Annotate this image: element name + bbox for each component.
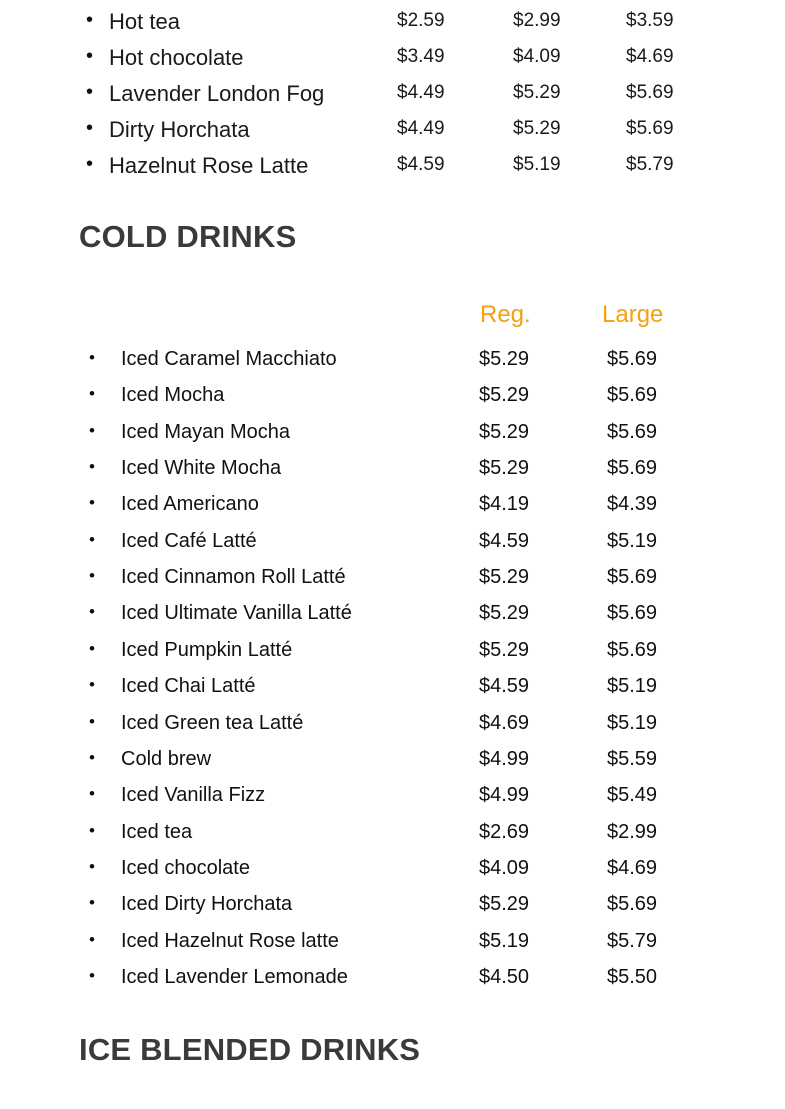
- price-large: $5.19: [607, 675, 658, 697]
- price-regular: $4.59: [479, 675, 530, 697]
- menu-item-row: [0, 348, 785, 384]
- price-large: $5.50: [607, 966, 658, 988]
- price-large: $4.69: [626, 46, 674, 67]
- item-name: Iced Ultimate Vanilla Latté: [121, 602, 352, 624]
- price-large: $5.69: [626, 82, 674, 103]
- menu-item-row: [0, 748, 785, 784]
- menu-item-row: [0, 493, 785, 529]
- bullet: •: [89, 893, 95, 912]
- item-name: Iced Caramel Macchiato: [121, 348, 337, 370]
- menu-item-row: [0, 857, 785, 893]
- price-small: $3.49: [397, 46, 445, 67]
- price-large: $5.49: [607, 784, 658, 806]
- menu-item-row: [0, 530, 785, 566]
- menu-item-row: [0, 77, 785, 113]
- menu-item-row: [0, 639, 785, 675]
- ice-blended-drinks-heading: ICE BLENDED DRINKS: [79, 1032, 421, 1067]
- price-large: $5.19: [607, 712, 658, 734]
- price-regular: $4.99: [479, 784, 530, 806]
- price-large: $5.59: [607, 748, 658, 770]
- bullet: •: [89, 566, 95, 585]
- bullet: •: [89, 348, 95, 367]
- price-large: $4.39: [607, 493, 658, 515]
- cold-drinks-heading: COLD DRINKS: [79, 219, 297, 254]
- price-small: $2.59: [397, 10, 445, 31]
- menu-item-row: [0, 5, 785, 41]
- item-name: Iced Mocha: [121, 384, 225, 406]
- menu-item-row: [0, 712, 785, 748]
- price-regular: $4.59: [479, 530, 530, 552]
- price-large: $5.69: [607, 602, 658, 624]
- menu-item-row: [0, 930, 785, 966]
- item-name: Iced Cinnamon Roll Latté: [121, 566, 346, 588]
- bullet: •: [86, 153, 94, 175]
- item-name: Iced Hazelnut Rose latte: [121, 930, 339, 952]
- price-medium: $5.29: [513, 82, 561, 103]
- bullet: •: [89, 421, 95, 440]
- price-large: $5.69: [607, 348, 658, 370]
- bullet: •: [89, 930, 95, 949]
- price-large: $5.69: [607, 384, 658, 406]
- bullet: •: [89, 675, 95, 694]
- bullet: •: [89, 857, 95, 876]
- price-regular: $5.19: [479, 930, 530, 952]
- price-large: $5.69: [626, 118, 674, 139]
- price-regular: $4.19: [479, 493, 530, 515]
- item-name: Iced Americano: [121, 493, 259, 515]
- menu-item-row: [0, 41, 785, 77]
- price-regular: $5.29: [479, 457, 530, 479]
- item-name: Iced Green tea Latté: [121, 712, 304, 734]
- bullet: •: [89, 384, 95, 403]
- item-name: Iced Chai Latté: [121, 675, 256, 697]
- menu-item-row: [0, 602, 785, 638]
- bullet: •: [89, 821, 95, 840]
- price-regular: $5.29: [479, 893, 530, 915]
- price-small: $4.49: [397, 118, 445, 139]
- menu-item-row: [0, 893, 785, 929]
- item-name: Iced White Mocha: [121, 457, 282, 479]
- menu-item-row: [0, 784, 785, 820]
- column-header-large: Large: [602, 301, 664, 328]
- price-medium: $2.99: [513, 10, 561, 31]
- price-large: $3.59: [626, 10, 674, 31]
- menu-item-row: [0, 384, 785, 420]
- item-name: Lavender London Fog: [109, 81, 325, 106]
- menu-item-row: [0, 113, 785, 149]
- item-name: Hot tea: [109, 9, 180, 34]
- item-name: Cold brew: [121, 748, 212, 770]
- menu-item-row: [0, 149, 785, 185]
- menu-item-row: [0, 821, 785, 857]
- bullet: •: [89, 784, 95, 803]
- item-name: Hazelnut Rose Latte: [109, 153, 309, 178]
- bullet: •: [89, 493, 95, 512]
- menu-item-row: [0, 421, 785, 457]
- bullet: •: [89, 966, 95, 985]
- price-medium: $5.29: [513, 118, 561, 139]
- item-name: Dirty Horchata: [109, 117, 250, 142]
- price-large: $4.69: [607, 857, 658, 879]
- bullet: •: [89, 530, 95, 549]
- bullet: •: [89, 602, 95, 621]
- price-medium: $5.19: [513, 154, 561, 175]
- price-regular: $5.29: [479, 348, 530, 370]
- menu-item-row: [0, 457, 785, 493]
- price-regular: $5.29: [479, 639, 530, 661]
- price-large: $5.19: [607, 530, 658, 552]
- price-large: $5.69: [607, 421, 658, 443]
- column-header-regular: Reg.: [480, 301, 531, 328]
- item-name: Iced Lavender Lemonade: [121, 966, 348, 988]
- item-name: Iced tea: [121, 821, 193, 843]
- price-regular: $4.99: [479, 748, 530, 770]
- menu-item-row: [0, 675, 785, 711]
- price-small: $4.59: [397, 154, 445, 175]
- bullet: •: [89, 457, 95, 476]
- price-large: $5.69: [607, 457, 658, 479]
- price-regular: $5.29: [479, 602, 530, 624]
- item-name: Iced Mayan Mocha: [121, 421, 290, 443]
- price-large: $5.69: [607, 566, 658, 588]
- price-regular: $5.29: [479, 566, 530, 588]
- price-large: $5.79: [607, 930, 658, 952]
- bullet: •: [89, 712, 95, 731]
- item-name: Iced chocolate: [121, 857, 250, 879]
- item-name: Iced Vanilla Fizz: [121, 784, 266, 806]
- bullet: •: [86, 81, 94, 103]
- price-regular: $4.09: [479, 857, 530, 879]
- bullet: •: [89, 748, 95, 767]
- price-regular: $5.29: [479, 384, 530, 406]
- bullet: •: [86, 117, 94, 139]
- bullet: •: [89, 639, 95, 658]
- price-large: $5.69: [607, 639, 658, 661]
- price-medium: $4.09: [513, 46, 561, 67]
- price-regular: $4.69: [479, 712, 530, 734]
- menu-item-row: [0, 966, 785, 1002]
- price-regular: $5.29: [479, 421, 530, 443]
- price-small: $4.49: [397, 82, 445, 103]
- item-name: Hot chocolate: [109, 45, 244, 70]
- bullet: •: [86, 45, 94, 67]
- menu-item-row: [0, 566, 785, 602]
- price-regular: $4.50: [479, 966, 530, 988]
- price-large: $5.69: [607, 893, 658, 915]
- price-large: $5.79: [626, 154, 674, 175]
- price-regular: $2.69: [479, 821, 530, 843]
- price-large: $2.99: [607, 821, 658, 843]
- bullet: •: [86, 9, 94, 31]
- item-name: Iced Dirty Horchata: [121, 893, 293, 915]
- item-name: Iced Café Latté: [121, 530, 257, 552]
- item-name: Iced Pumpkin Latté: [121, 639, 293, 661]
